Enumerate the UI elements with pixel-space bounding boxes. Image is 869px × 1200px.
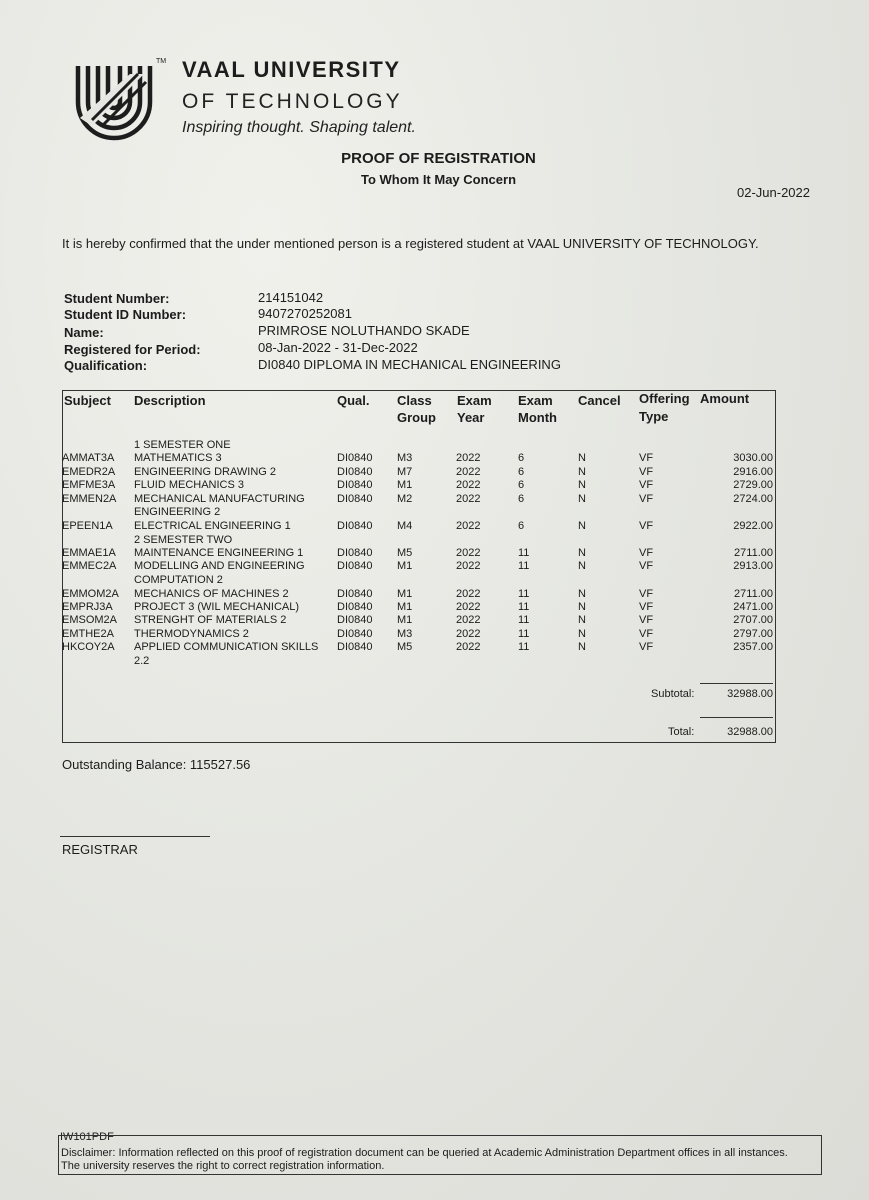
qual-code: DI0840 [337, 614, 373, 626]
exam-month: 6 [518, 520, 525, 532]
header-offering: Offering [639, 391, 690, 406]
university-name-line1: VAAL UNIVERSITY [182, 57, 401, 82]
class-group: M5 [397, 641, 413, 653]
cancel-flag: N [578, 452, 586, 464]
total-rule [700, 717, 773, 718]
qual-code: DI0840 [337, 479, 373, 491]
subject-code: EMMEC2A [62, 560, 117, 572]
qual-code: DI0840 [337, 588, 373, 600]
total-value: 32988.00 [727, 726, 773, 738]
subject-description: ELECTRICAL ENGINEERING 1 [134, 520, 291, 532]
header-qual: Qual. [337, 393, 370, 408]
disclaimer-line-1: Disclaimer: Information reflected on this proof of registration document can be queried at Academic Administration Department offices in all instances. [61, 1147, 788, 1159]
table-row [0, 614, 869, 627]
subject-code: EMSOM2A [62, 614, 118, 626]
qual-code: DI0840 [337, 628, 373, 640]
student-number-label: Student Number: [64, 291, 170, 306]
table-row-continuation [0, 574, 869, 587]
subject-code: EMFME3A [62, 479, 116, 491]
header-amount: Amount [700, 391, 750, 406]
table-row [0, 479, 869, 492]
offering-type: VF [639, 601, 654, 613]
header-type: Type [639, 409, 669, 424]
table-row-continuation [0, 506, 869, 519]
class-group: M2 [397, 493, 413, 505]
exam-month: 11 [518, 560, 530, 572]
table-row [0, 547, 869, 560]
offering-type: VF [639, 493, 654, 505]
table-row [0, 466, 869, 479]
class-group: M3 [397, 452, 413, 464]
table-row [0, 628, 869, 641]
cancel-flag: N [578, 641, 586, 653]
subject-code: EPEEN1A [62, 520, 113, 532]
amount: 2711.00 [734, 588, 773, 600]
offering-type: VF [639, 560, 654, 572]
exam-month: 11 [518, 614, 530, 626]
subject-code: EMMOM2A [62, 588, 119, 600]
subject-description: MODELLING AND ENGINEERING [134, 560, 305, 572]
cancel-flag: N [578, 493, 586, 505]
section-semester-two: 2 SEMESTER TWO [134, 534, 233, 546]
cancel-flag: N [578, 479, 586, 491]
amount: 2916.00 [733, 466, 773, 478]
registrar-label: REGISTRAR [62, 842, 138, 857]
header-exam-year-1: Exam [457, 393, 492, 408]
amount: 2922.00 [733, 520, 773, 532]
offering-type: VF [639, 547, 654, 559]
cancel-flag: N [578, 601, 586, 613]
subject-description: PROJECT 3 (WIL MECHANICAL) [134, 601, 300, 613]
total-label: Total: [668, 726, 695, 738]
cancel-flag: N [578, 520, 586, 532]
cancel-flag: N [578, 560, 586, 572]
exam-year: 2022 [456, 628, 481, 640]
header-group: Group [397, 410, 436, 425]
cancel-flag: N [578, 547, 586, 559]
subject-code: HKCOY2A [62, 641, 115, 653]
subject-description-continued: COMPUTATION 2 [134, 574, 223, 586]
offering-type: VF [639, 588, 654, 600]
exam-year: 2022 [456, 479, 481, 491]
class-group: M4 [397, 520, 413, 532]
header-exam-year-2: Year [457, 410, 485, 425]
cancel-flag: N [578, 588, 586, 600]
table-row [0, 560, 869, 573]
exam-year: 2022 [456, 588, 481, 600]
subject-description: MECHANICS OF MACHINES 2 [134, 588, 289, 600]
offering-type: VF [639, 479, 654, 491]
class-group: M5 [397, 547, 413, 559]
subject-code: EMMEN2A [62, 493, 117, 505]
qual-code: DI0840 [337, 641, 373, 653]
cancel-flag: N [578, 628, 586, 640]
header-exam-month-2: Month [518, 410, 557, 425]
student-id-label: Student ID Number: [64, 307, 187, 322]
student-id-value: 9407270252081 [258, 306, 352, 321]
amount: 2797.00 [733, 628, 773, 640]
header-subject: Subject [64, 393, 111, 408]
subject-description: APPLIED COMMUNICATION SKILLS [134, 641, 319, 653]
table-row-continuation [0, 655, 869, 668]
qualification-value: DI0840 DIPLOMA IN MECHANICAL ENGINEERING [258, 357, 561, 372]
offering-type: VF [639, 520, 654, 532]
class-group: M1 [397, 588, 413, 600]
university-name-line2: OF TECHNOLOGY [182, 90, 403, 113]
subject-code: EMTHE2A [62, 628, 114, 640]
qual-code: DI0840 [337, 452, 373, 464]
university-tagline: Inspiring thought. Shaping talent. [182, 119, 416, 136]
table-row [0, 601, 869, 614]
subject-description-continued: ENGINEERING 2 [134, 506, 221, 518]
subject-description: THERMODYNAMICS 2 [134, 628, 249, 640]
subject-code: AMMAT3A [62, 452, 115, 464]
qual-code: DI0840 [337, 493, 373, 505]
qual-code: DI0840 [337, 466, 373, 478]
offering-type: VF [639, 628, 654, 640]
table-row [0, 588, 869, 601]
subject-description: MAINTENANCE ENGINEERING 1 [134, 547, 304, 559]
qual-code: DI0840 [337, 601, 373, 613]
exam-month: 11 [518, 641, 530, 653]
exam-year: 2022 [456, 560, 481, 572]
subject-description-continued: 2.2 [134, 655, 150, 667]
offering-type: VF [639, 452, 654, 464]
exam-month: 6 [518, 493, 525, 505]
subject-code: EMEDR2A [62, 466, 116, 478]
subtotal-label: Subtotal: [651, 688, 695, 700]
class-group: M1 [397, 479, 413, 491]
university-logo-icon [72, 60, 156, 144]
signature-line [60, 836, 210, 837]
exam-month: 6 [518, 452, 525, 464]
amount: 2711.00 [734, 547, 773, 559]
subject-description: MECHANICAL MANUFACTURING [134, 493, 305, 505]
offering-type: VF [639, 641, 654, 653]
amount: 3030.00 [733, 452, 773, 464]
disclaimer-box [58, 1135, 822, 1175]
exam-month: 11 [518, 628, 530, 640]
disclaimer-line-2: The university reserves the right to correct registration information. [61, 1160, 385, 1172]
exam-year: 2022 [456, 520, 481, 532]
document-subtitle: To Whom It May Concern [360, 172, 517, 187]
cancel-flag: N [578, 614, 586, 626]
class-group: M3 [397, 628, 413, 640]
exam-year: 2022 [456, 614, 481, 626]
class-group: M1 [397, 601, 413, 613]
amount: 2357.00 [733, 641, 773, 653]
trademark-mark: TM [156, 58, 167, 65]
subject-code: EMPRJ3A [62, 601, 113, 613]
class-group: M1 [397, 560, 413, 572]
class-group: M1 [397, 614, 413, 626]
outstanding-balance: Outstanding Balance: 115527.56 [62, 757, 251, 772]
exam-month: 11 [518, 588, 530, 600]
exam-month: 6 [518, 479, 525, 491]
registration-period-value: 08-Jan-2022 - 31-Dec-2022 [258, 340, 418, 355]
subtotal-value: 32988.00 [727, 688, 773, 700]
exam-month: 11 [518, 547, 530, 559]
qual-code: DI0840 [337, 547, 373, 559]
table-row [0, 493, 869, 506]
subject-description: STRENGHT OF MATERIALS 2 [134, 614, 287, 626]
offering-type: VF [639, 466, 654, 478]
registration-period-label: Registered for Period: [64, 342, 201, 357]
exam-year: 2022 [456, 452, 481, 464]
exam-year: 2022 [456, 641, 481, 653]
student-name-label: Name: [64, 325, 104, 340]
subject-description: MATHEMATICS 3 [134, 452, 222, 464]
form-code: IW101PDF [60, 1131, 114, 1143]
offering-type: VF [639, 614, 654, 626]
subject-code: EMMAE1A [62, 547, 116, 559]
amount: 2724.00 [733, 493, 773, 505]
exam-year: 2022 [456, 493, 481, 505]
cancel-flag: N [578, 466, 586, 478]
exam-month: 6 [518, 466, 525, 478]
qual-code: DI0840 [337, 520, 373, 532]
student-number-value: 214151042 [258, 290, 324, 305]
exam-month: 11 [518, 601, 530, 613]
exam-year: 2022 [456, 466, 481, 478]
amount: 2471.00 [733, 601, 773, 613]
header-class: Class [397, 393, 432, 408]
table-row [0, 641, 869, 654]
subtotal-rule [700, 683, 773, 684]
amount: 2707.00 [733, 614, 773, 626]
header-description: Description [134, 393, 206, 408]
subject-description: ENGINEERING DRAWING 2 [134, 466, 276, 478]
table-row [0, 520, 869, 533]
student-name-value: PRIMROSE NOLUTHANDO SKADE [258, 323, 470, 338]
amount: 2913.00 [733, 560, 773, 572]
subject-description: FLUID MECHANICS 3 [134, 479, 245, 491]
header-exam-month-1: Exam [518, 393, 553, 408]
section-semester-one: 1 SEMESTER ONE [134, 439, 231, 451]
exam-year: 2022 [456, 601, 481, 613]
amount: 2729.00 [733, 479, 773, 491]
confirmation-statement: It is hereby confirmed that the under mentioned person is a registered student at VAAL UNIVERSITY OF TECHNOLOGY. [62, 236, 759, 251]
document-date: 02-Jun-2022 [737, 185, 810, 200]
qual-code: DI0840 [337, 560, 373, 572]
table-row [0, 452, 869, 465]
exam-year: 2022 [456, 547, 481, 559]
header-cancel: Cancel [578, 393, 621, 408]
class-group: M7 [397, 466, 413, 478]
qualification-label: Qualification: [64, 358, 148, 373]
document-title: PROOF OF REGISTRATION [341, 150, 536, 167]
